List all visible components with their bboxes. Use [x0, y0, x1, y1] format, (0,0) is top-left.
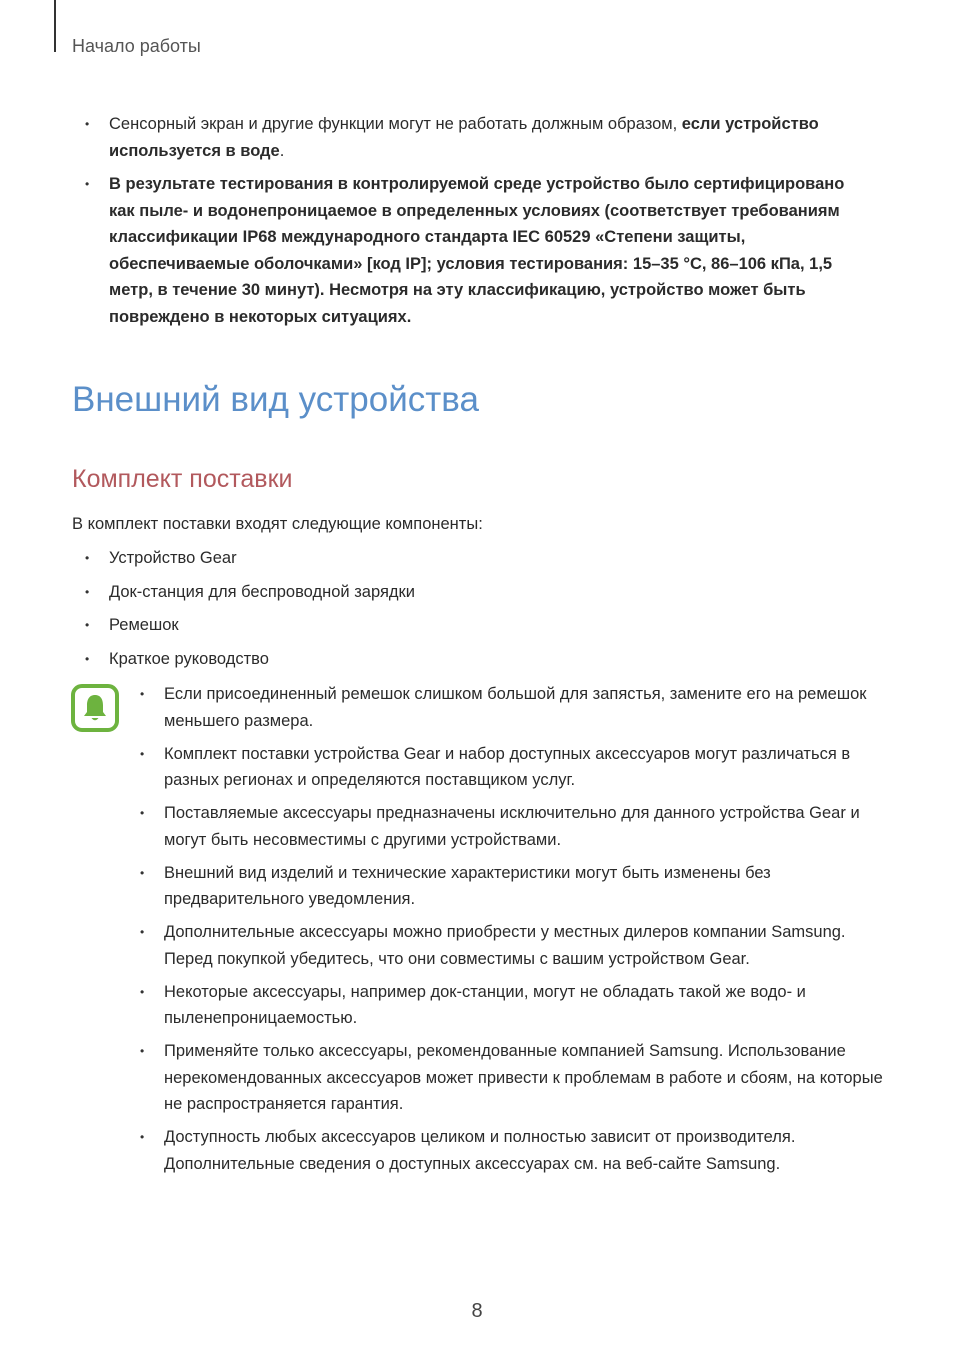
list-item: • Применяйте только аксессуары, рекомендованные компанией Samsung. Использование нерекомендованных аксессуаров может привести к проблемам в работе и сбоям, на которые не распространяется гарантия. — [127, 1038, 887, 1118]
bell-icon — [71, 684, 119, 732]
warning-text-bold: В результате тестирования в контролируемой среде устройство было сертифицировано как пыле- и водонепроницаемое в определенных условиях (соответствует требованиям классификации IP68 международного стандарта IEC 60529 «Степени защиты, обеспечиваемые оболочками» [код IP]; условия тестирования: 15–35 °C, 86–106 кПа, 1,5 метр, в течение 30 минут). Несмотря на эту классификацию, устройство может быть повреждено в некоторых ситуациях. — [109, 175, 845, 326]
list-item: • Док-станция для беспроводной зарядки — [72, 579, 415, 606]
kit-list — [72, 545, 415, 679]
list-item: • Устройство Gear — [72, 545, 415, 572]
note-list — [127, 681, 887, 1184]
list-item: • Некоторые аксессуары, например док-станции, могут не обладать такой же водо- и пыленепроницаемостью. — [127, 979, 887, 1032]
list-item — [72, 171, 872, 330]
header-rule — [54, 0, 56, 52]
list-item: • Комплект поставки устройства Gear и набор доступных аксессуаров могут различаться в разных регионах и определяются поставщиком услуг. — [127, 741, 887, 794]
list-item: • Ремешок — [72, 612, 415, 639]
list-item: • Краткое руководство — [72, 646, 415, 673]
page-number: 8 — [471, 1300, 483, 1322]
subsection-title: Комплект поставки — [72, 465, 293, 493]
warning-text-bold: если устройство используется в воде — [109, 115, 819, 160]
list-item: • Доступность любых аксессуаров целиком и полностью зависит от производителя. Дополнительные сведения о доступных аксессуарах см. на веб-сайте Samsung. — [127, 1124, 887, 1177]
warning-list — [72, 111, 872, 337]
list-item: • Внешний вид изделий и технические характеристики могут быть изменены без предварительного уведомления. — [127, 860, 887, 913]
warning-text-end: . — [279, 141, 285, 160]
intro-text: В комплект поставки входят следующие компоненты: — [72, 515, 483, 533]
list-item: • Поставляемые аксессуары предназначены исключительно для данного устройства Gear и могут быть несовместимы с другими устройствами. — [127, 800, 887, 853]
warning-text: Сенсорный экран и другие функции могут не работать должным образом, — [109, 115, 682, 133]
list-item — [72, 111, 872, 164]
list-item: • Дополнительные аксессуары можно приобрести у местных дилеров компании Samsung. Перед покупкой убедитесь, что они совместимы с вашим устройством Gear. — [127, 919, 887, 972]
running-header: Начало работы — [72, 36, 201, 56]
section-title: Внешний вид устройства — [72, 380, 479, 419]
list-item: • Если присоединенный ремешок слишком большой для запястья, замените его на ремешок меньшего размера. — [127, 681, 887, 734]
